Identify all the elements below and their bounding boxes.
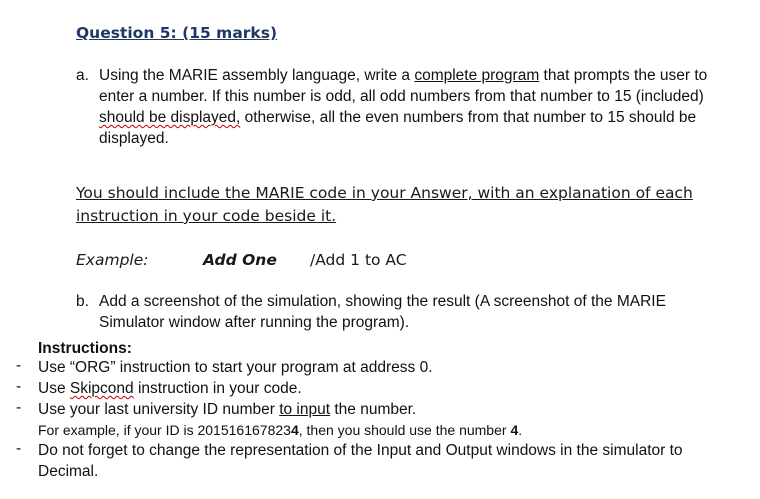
to-input-underline: to input: [279, 401, 331, 418]
instruction-item-org: Use “ORG” instruction to start your program at address 0.: [38, 359, 433, 376]
instruction-item-skipcond: [38, 378, 738, 399]
include-code-note: You should include the MARIE code in your Answer, with an explanation of each instruction in your code beside it.: [76, 184, 693, 225]
question-heading: Question 5: (15 marks): [76, 24, 278, 42]
instruction-item-decimal: Do not forget to change the representation of the Input and Output windows in the simulator to Decimal.: [38, 442, 683, 480]
example-bold-digit: 4: [290, 422, 299, 438]
bullet-dash: -: [16, 378, 22, 395]
part-a-text-1: Using the MARIE assembly language, write a: [99, 67, 415, 84]
item3-pre: Use your last university ID number: [38, 401, 280, 418]
bullet-dash: -: [16, 357, 22, 374]
complete-program-underline: complete program: [414, 67, 540, 84]
part-a-marker: a.: [76, 67, 89, 84]
should-be-displayed-spellcheck: should be displayed,: [99, 109, 241, 126]
item3-post: the number.: [330, 401, 417, 418]
example-label: Example:: [76, 251, 149, 269]
item2-pre: Use: [38, 380, 70, 397]
skipcond-spellcheck: Skipcond: [69, 380, 134, 397]
part-a-text-3: otherwise, all the even numbers from that number to 15 should be displayed.: [99, 109, 697, 147]
part-b-marker: b.: [76, 293, 89, 310]
example-pre: For example, if your ID is 201516167823: [38, 422, 291, 438]
bullet-dash: -: [16, 399, 22, 416]
part-a-text: [99, 65, 729, 149]
example-comment: /Add 1 to AC: [310, 251, 407, 269]
bullet-dash: -: [16, 440, 22, 457]
example-code: Add One: [203, 251, 277, 269]
id-example-line: [38, 420, 738, 441]
instruction-item-id: [38, 399, 738, 420]
instructions-title: Instructions:: [38, 340, 132, 357]
example-end: .: [518, 422, 523, 438]
example-bold-number: 4: [510, 422, 519, 438]
part-b-text: Add a screenshot of the simulation, showing the result (A screenshot of the MARIE Simulator window after running the program).: [99, 293, 666, 331]
item2-post: instruction in your code.: [133, 380, 302, 397]
example-mid: , then you should use the number: [298, 422, 511, 438]
part-a-text-2: that prompts the user to enter a number. If this number is odd, all odd numbers from that number to 15 (included): [99, 67, 708, 105]
